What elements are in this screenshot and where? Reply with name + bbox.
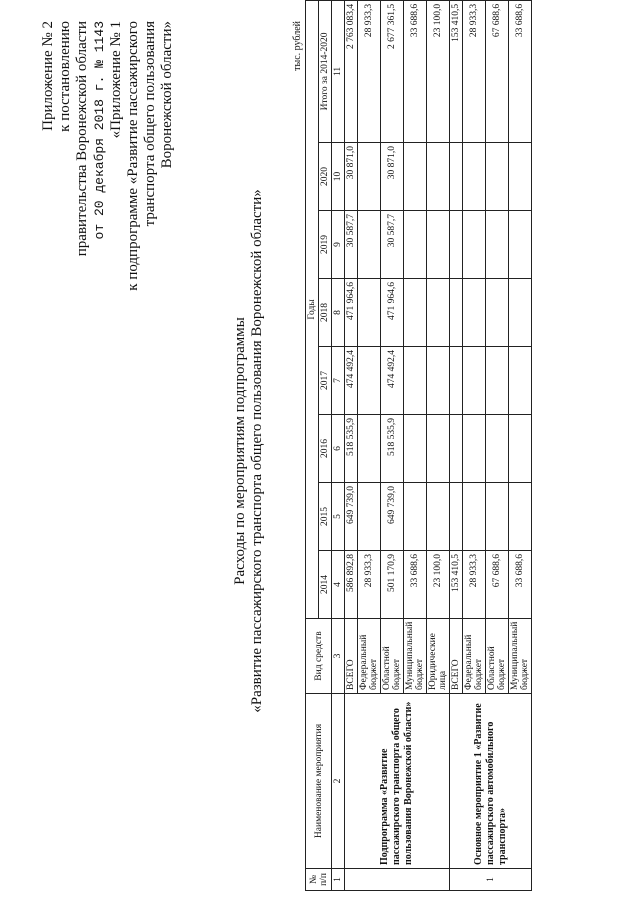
- table-row: [345, 0, 358, 890]
- column-number: 4: [332, 551, 345, 619]
- measure-name: Основное мероприятие 1 «Развитие пассажирского автомобильного транспорта»: [450, 694, 532, 869]
- amount-cell: [486, 143, 509, 211]
- document-title: [232, 41, 266, 861]
- column-number: 5: [332, 483, 345, 551]
- amount-cell: [486, 483, 509, 551]
- amount-cell: [404, 143, 427, 211]
- funding-source: Муниципальный бюджет: [509, 619, 532, 694]
- amount-cell: 474 492,4: [345, 347, 358, 415]
- amount-cell: [358, 279, 381, 347]
- amount-cell: 518 535,9: [381, 415, 404, 483]
- amount-cell: [427, 211, 450, 279]
- funding-source: Муниципальный бюджет: [404, 619, 427, 694]
- annex-line: Приложение № 2: [40, 21, 56, 131]
- annex-line: Воронежской области»: [159, 21, 175, 169]
- amount-cell: [463, 211, 486, 279]
- amount-cell: 474 492,4: [381, 347, 404, 415]
- amount-cell: 586 892,8: [345, 551, 358, 619]
- amount-cell: [358, 211, 381, 279]
- amount-cell: 33 688,6: [509, 551, 532, 619]
- header-year: 2016: [319, 415, 332, 483]
- amount-cell: [450, 143, 463, 211]
- header-year: 2015: [319, 483, 332, 551]
- row-number: [345, 869, 450, 891]
- total-cell: 2 763 083,4: [345, 0, 358, 142]
- total-cell: 28 933,3: [358, 0, 381, 142]
- funding-source: Юридические лица: [427, 619, 450, 694]
- amount-cell: [509, 211, 532, 279]
- amount-cell: 471 964,6: [381, 279, 404, 347]
- column-number-row: [332, 0, 345, 890]
- funding-source: Областной бюджет: [486, 619, 509, 694]
- amount-cell: 28 933,3: [463, 551, 486, 619]
- measure-name: Подпрограмма «Развитие пассажирского транспорта общего пользования Воронежской области»: [345, 694, 450, 869]
- amount-cell: [404, 347, 427, 415]
- amount-cell: [450, 347, 463, 415]
- total-cell: 28 933,3: [463, 0, 486, 142]
- annex-date-line: от 20 декабря 2018 г. № 1143: [92, 21, 107, 240]
- funding-source: Федеральный бюджет: [463, 619, 486, 694]
- total-cell: 33 688,6: [404, 0, 427, 142]
- header-year: 2019: [319, 211, 332, 279]
- amount-cell: 471 964,6: [345, 279, 358, 347]
- amount-cell: [358, 483, 381, 551]
- annex-line: к постановлению: [57, 21, 73, 132]
- amount-cell: [404, 211, 427, 279]
- annex-block: [40, 21, 176, 381]
- column-number: 7: [332, 347, 345, 415]
- amount-cell: 649 739,0: [381, 483, 404, 551]
- amount-cell: 30 871,0: [345, 143, 358, 211]
- amount-cell: [450, 279, 463, 347]
- table-body: [332, 0, 532, 890]
- amount-cell: [486, 279, 509, 347]
- annex-line: транспорта общего пользования: [142, 21, 158, 227]
- amount-cell: [509, 279, 532, 347]
- total-cell: 153 410,5: [450, 0, 463, 142]
- amount-cell: [509, 143, 532, 211]
- total-cell: 67 688,6: [486, 0, 509, 142]
- amount-cell: [463, 483, 486, 551]
- amount-cell: 153 410,5: [450, 551, 463, 619]
- amount-cell: [358, 347, 381, 415]
- total-cell: 33 688,6: [509, 0, 532, 142]
- column-number: 6: [332, 415, 345, 483]
- amount-cell: [404, 279, 427, 347]
- column-number: 9: [332, 211, 345, 279]
- amount-cell: [463, 415, 486, 483]
- row-number: 1: [450, 869, 532, 891]
- amount-cell: [463, 279, 486, 347]
- column-number: 3: [332, 619, 345, 694]
- header-source: Вид средств: [306, 619, 332, 694]
- column-number: 8: [332, 279, 345, 347]
- funding-source: ВСЕГО: [345, 619, 358, 694]
- amount-cell: 28 933,3: [358, 551, 381, 619]
- funding-source: Федеральный бюджет: [358, 619, 381, 694]
- amount-cell: 33 688,6: [404, 551, 427, 619]
- header-year: 2017: [319, 347, 332, 415]
- amount-cell: [427, 279, 450, 347]
- header-num: № п/п: [306, 869, 332, 891]
- amount-cell: [427, 143, 450, 211]
- column-number: 10: [332, 143, 345, 211]
- amount-cell: 67 688,6: [486, 551, 509, 619]
- amount-cell: 649 739,0: [345, 483, 358, 551]
- amount-cell: [486, 211, 509, 279]
- annex-line: к подпрограмме «Развитие пассажирского: [125, 21, 141, 291]
- amount-cell: [358, 143, 381, 211]
- table-row: [450, 0, 463, 890]
- column-number: 11: [332, 0, 345, 142]
- amount-cell: 30 871,0: [381, 143, 404, 211]
- total-cell: 23 100,0: [427, 0, 450, 142]
- expenses-table: [305, 0, 532, 891]
- funding-source: Областной бюджет: [381, 619, 404, 694]
- annex-line: правительства Воронежской области: [74, 21, 90, 257]
- amount-cell: [450, 211, 463, 279]
- header-year: 2014: [319, 551, 332, 619]
- header-row: [306, 0, 319, 890]
- unit-label: тыс. рублей: [292, 21, 303, 71]
- column-number: 2: [332, 694, 345, 869]
- header-year: 2020: [319, 143, 332, 211]
- amount-cell: [463, 143, 486, 211]
- amount-cell: [404, 483, 427, 551]
- header-years: Годы: [306, 0, 319, 618]
- amount-cell: [486, 347, 509, 415]
- amount-cell: [404, 415, 427, 483]
- annex-line: «Приложение № 1: [108, 21, 124, 139]
- column-number: 1: [332, 869, 345, 891]
- amount-cell: [427, 483, 450, 551]
- amount-cell: [427, 415, 450, 483]
- header-total: Итого за 2014-2020: [319, 0, 332, 142]
- amount-cell: [486, 415, 509, 483]
- header-year: 2018: [319, 279, 332, 347]
- amount-cell: 23 100,0: [427, 551, 450, 619]
- amount-cell: [450, 415, 463, 483]
- header-name: Наименование мероприятия: [306, 694, 332, 869]
- amount-cell: [450, 483, 463, 551]
- title-line: «Развитие пассажирского транспорта общего пользования Воронежской области»: [249, 189, 265, 713]
- amount-cell: [358, 415, 381, 483]
- amount-cell: [509, 415, 532, 483]
- amount-cell: [463, 347, 486, 415]
- funding-source: ВСЕГО: [450, 619, 463, 694]
- amount-cell: [509, 347, 532, 415]
- total-cell: 2 677 361,5: [381, 0, 404, 142]
- amount-cell: 501 170,9: [381, 551, 404, 619]
- amount-cell: 30 587,7: [345, 211, 358, 279]
- amount-cell: [509, 483, 532, 551]
- title-line: Расходы по мероприятиям подпрограммы: [232, 317, 248, 585]
- amount-cell: 518 535,9: [345, 415, 358, 483]
- amount-cell: [427, 347, 450, 415]
- amount-cell: 30 587,7: [381, 211, 404, 279]
